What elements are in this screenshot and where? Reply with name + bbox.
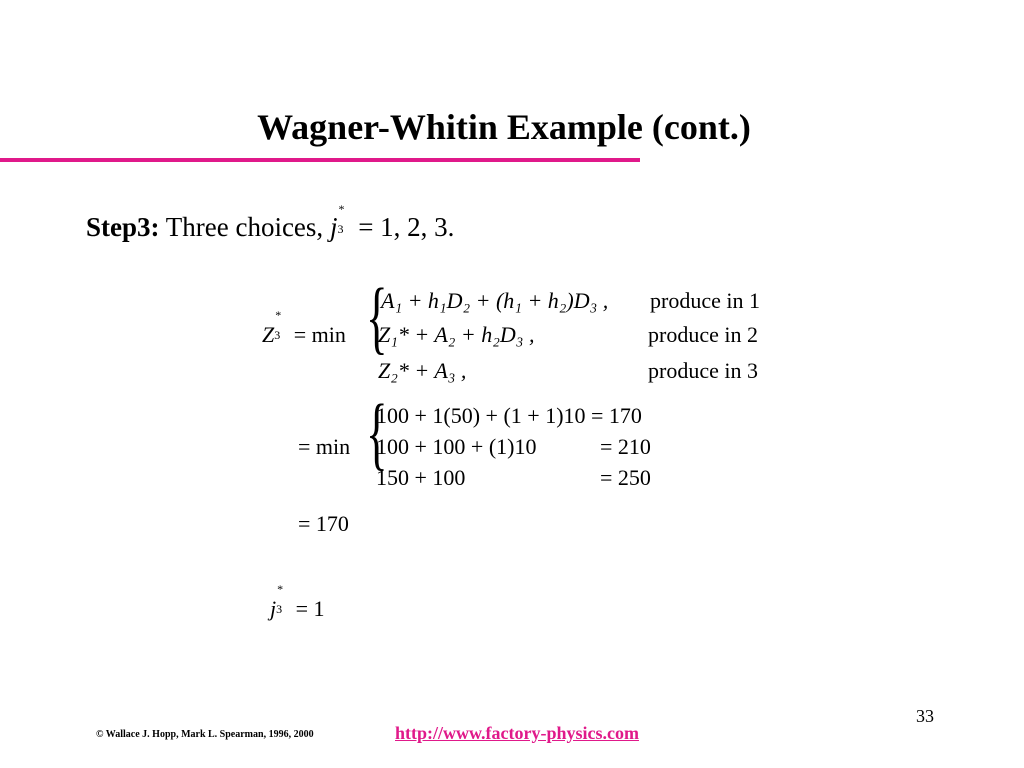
eq4-rhs: = 1 xyxy=(295,596,325,621)
eq1-row-2-label: produce in 2 xyxy=(648,322,758,347)
eq2-row-1-expr: 100 + 1(50) + (1 + 1)10 = 170 xyxy=(376,403,642,428)
eq1-brace: { xyxy=(366,271,388,362)
step-text: Three choices, xyxy=(165,212,330,242)
page-number: 33 xyxy=(916,706,934,726)
factory-physics-link[interactable]: http://www.factory-physics.com xyxy=(395,723,639,743)
eq1-row-1-expr: A₁ + h₁D₂ + (h₁ + h₂)D₃ , xyxy=(381,288,609,313)
eq2-row-3-expr: 150 + 100 xyxy=(376,465,466,490)
eq2-operator: = min xyxy=(298,434,351,459)
eq4-sub: 3 xyxy=(276,602,283,616)
step-line xyxy=(86,202,455,243)
eq1-operator: = min xyxy=(293,322,346,347)
eq4-line xyxy=(270,582,325,622)
eq1-lhs-sup: * xyxy=(275,308,282,322)
eq1-row-2-expr: Z₁* + A₂ + h₂D₃ , xyxy=(378,322,535,347)
eq1-row-3-label: produce in 3 xyxy=(648,358,758,383)
eq4-sup: * xyxy=(277,582,284,596)
eq2-brace: { xyxy=(366,387,388,478)
copyright-notice: © Wallace J. Hopp, Mark L. Spearman, 1996, 2000 xyxy=(96,729,314,740)
title-underline xyxy=(0,158,640,162)
eq2-row-3-result: = 250 xyxy=(600,465,651,490)
step-var-sup: * xyxy=(338,202,345,216)
eq2-row-2-expr: 100 + 100 + (1)10 xyxy=(376,434,537,459)
eq1-row-1-label: produce in 1 xyxy=(650,288,760,313)
eq1-lhs-scripts xyxy=(274,308,288,342)
eq3-result: = 170 xyxy=(298,511,349,536)
step-var-sub: 3 xyxy=(337,222,344,236)
eq1-lhs-sub: 3 xyxy=(274,328,281,342)
step-values: = 1, 2, 3. xyxy=(351,212,455,242)
eq4-var: j xyxy=(270,596,277,621)
eq1-lhs-var: Z xyxy=(262,322,275,347)
eq1-row-3-expr: Z₂* + A₃ , xyxy=(378,358,467,383)
slide-title: Wagner-Whitin Example (cont.) xyxy=(257,107,751,147)
step-var: j xyxy=(329,212,338,242)
eq1-lhs xyxy=(262,308,346,348)
eq2-row-2-result: = 210 xyxy=(600,434,651,459)
step-label: Step3: xyxy=(86,212,160,242)
eq4-scripts xyxy=(276,582,290,616)
step-var-scripts xyxy=(337,202,351,236)
